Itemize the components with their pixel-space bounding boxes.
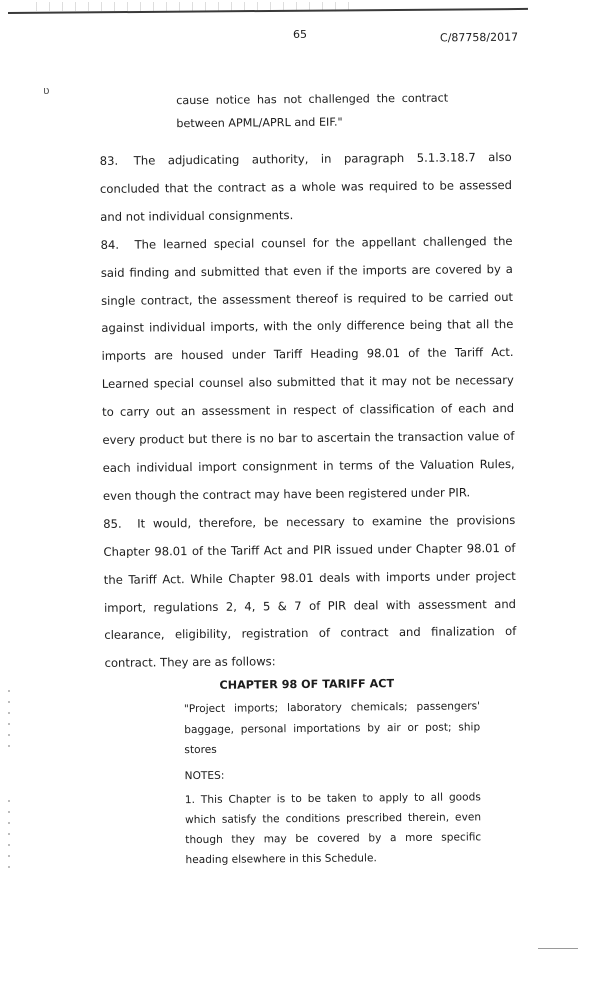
- scan-artifact-margin: [8, 690, 10, 750]
- paragraph-84: [100, 228, 515, 511]
- page-number: 65: [293, 28, 307, 41]
- notes-label: NOTES:: [184, 769, 225, 783]
- note-item: 1. This Chapter is to be taken to apply to all goods which satisfy the conditions prescribed therein, even though they may be covered by a more specific heading elsewhere in this Schedule.: [184, 791, 482, 867]
- paragraphs: [100, 144, 517, 678]
- quoted-text-continuation: cause notice has not challenged the contract between APML/APRL and EIF.": [176, 91, 449, 131]
- paragraph-83: [100, 144, 513, 232]
- scan-artifact-margin: [8, 800, 10, 870]
- margin-annotation: ʋ: [43, 84, 50, 97]
- paragraph-text: It would, therefore, be necessary to examine the provisions Chapter 98.01 of the Tariff Act and PIR issued under Chapter 98.01 of the Tariff Act. While Chapter 98.01 deals with imports under project import, regulations 2, 4, 5 & 7 of PIR deal with assessment and clearance, eligibility, registration of contract and finalization of contract. They are as follows:: [103, 512, 517, 671]
- paragraph-text: The learned special counsel for the appellant challenged the said finding and submitted that even if the imports are covered by a single contract, the assessment thereof is required to be carried out against individual imports, with the only difference being that all the imports are housed under Tariff Heading 98.01 of the Tariff Act. Learned special counsel also submitted that it may not be necessary to carry out an assessment in respect of classification of each and every product but there is no bar to ascertain the transaction value of each individual import consignment in terms of the Valuation Rules, even though the contract may have been registered under PIR.: [100, 233, 515, 503]
- paragraph-number: 85.: [103, 516, 122, 531]
- case-number: C/87758/2017: [439, 30, 519, 45]
- paragraph-text: The adjudicating authority, in paragraph 5.1.3.18.7 also concluded that the contract as a whole was required to be assessed and not individual consignments.: [99, 149, 513, 224]
- paragraph-85: [103, 507, 517, 678]
- paragraph-number: 84.: [100, 237, 120, 252]
- extract-heading: CHAPTER 98 OF TARIFF ACT: [219, 677, 395, 692]
- extract-chapter-title: "Project imports; laboratory chemicals; passengers' baggage, personal importations by air or post; ship stores: [183, 700, 481, 757]
- scan-artifact-bottom: [538, 948, 578, 949]
- paragraph-number: 83.: [99, 153, 119, 168]
